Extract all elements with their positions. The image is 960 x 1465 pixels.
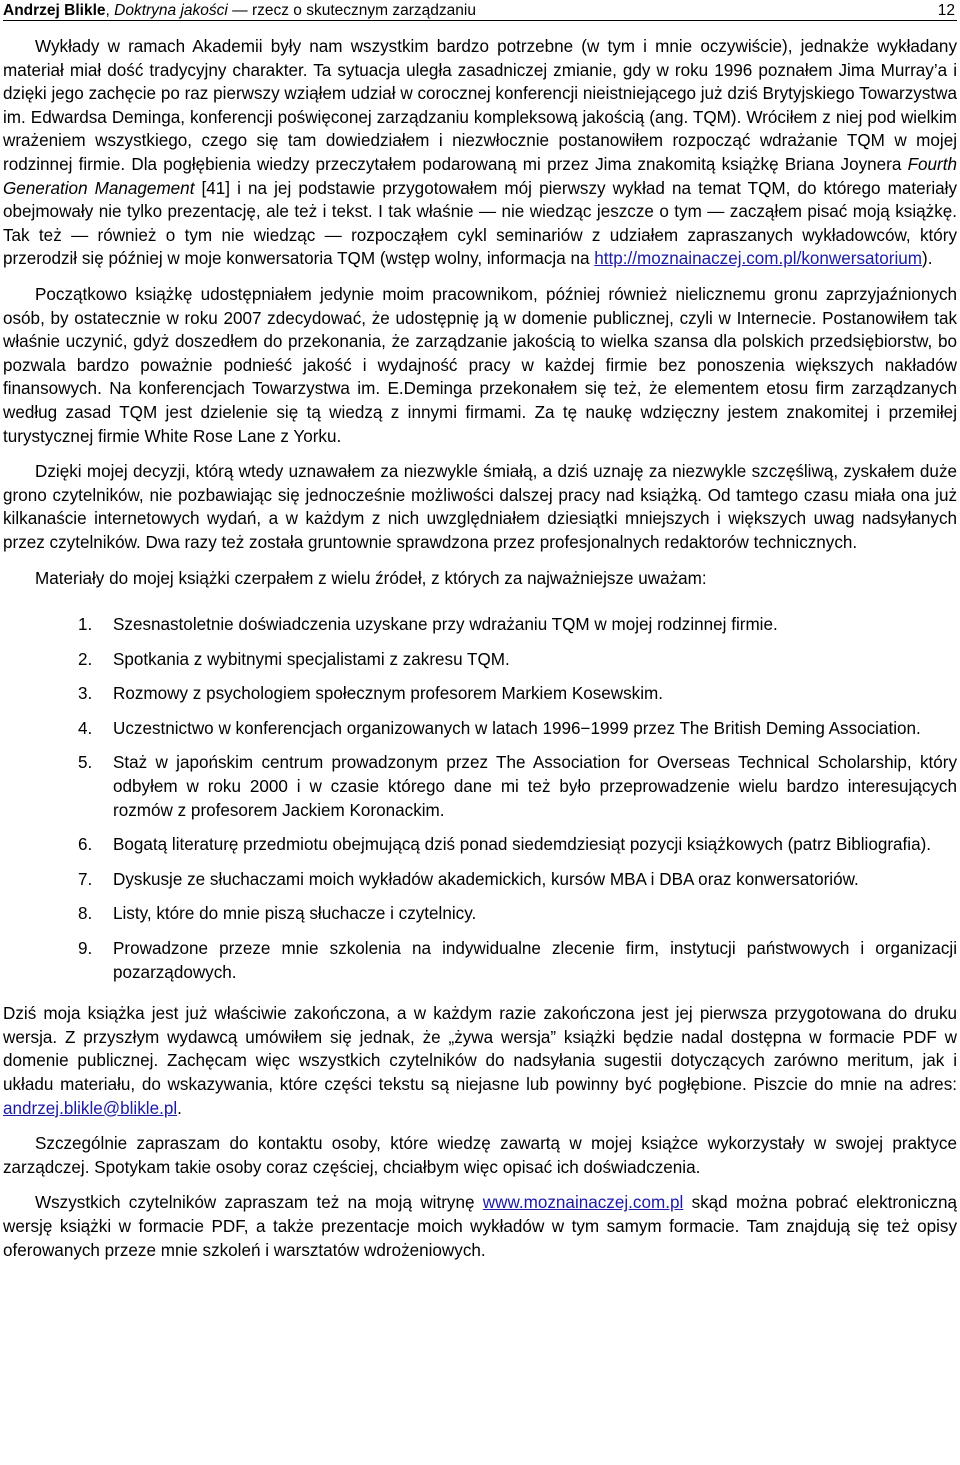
list-number: 3.: [78, 684, 93, 704]
list-item: [3, 717, 957, 741]
list-text: Staż w japońskim centrum prowadzonym przez The Association for Overseas Technical Scholarship, który odbyłem w roku 2000 i w czasie którego dane mi też było przeprowadzenie wielu bardzo interesujących rozmów z profesorem Jackiem Koronackim.: [113, 753, 957, 820]
list-text: Dyskusje ze słuchaczami moich wykładów akademickich, kursów MBA i DBA oraz konwersatoriów.: [113, 869, 859, 889]
paragraph-akademia: [3, 35, 957, 271]
paragraph-text: Wykłady w ramach Akademii były nam wszystkim bardzo potrzebne (w tym i mnie oczywiście), jednakże wykładany materiał miał dość tradycyjny charakter. Ta sytuacja uległa zasadniczej zmianie, gdy w roku 1996 poznałem Jima Murray’a i dzięki jego zachęcie po raz pierwszy wziąłem udział w corocznej konferencji nieistniejącego już dziś Brytyjskiego Towarzystwa im. Edwardsa Deminga, konferencji poświęconej zarządzaniu kompleksową jakością (ang. TQM). Wróciłem z niej pod wielkim wrażeniem wszystkiego, czego się tam dowiedziałem i niezwłocznie postanowiłem rozpocząć wdrażanie TQM w mojej rodzinnej firmie. Dla pogłębienia wiedzy przeczytałem podarowaną mi przez Jima znakomitą książkę Briana Joynera: [3, 37, 957, 174]
website-link[interactable]: www.moznainaczej.com.pl: [482, 1193, 684, 1213]
list-text: Bogatą literaturę przedmiotu obejmującą dziś ponad siedemdziesiąt pozycji książkowych (patrz Bibliografia).: [113, 835, 932, 855]
paragraph-text: Wszystkich czytelników zapraszam też na moją witrynę: [35, 1193, 483, 1213]
book-title: Fourth Generation Management: [3, 154, 957, 198]
list-item: [3, 613, 957, 637]
list-number: 7.: [78, 869, 93, 889]
running-header: [3, 0, 957, 21]
list-number: 4.: [78, 718, 93, 738]
email-link[interactable]: andrzej.blikle@blikle.pl: [3, 1098, 178, 1118]
list-item: [3, 751, 957, 822]
header-title: Andrzej Blikle, Doktryna jakości — rzecz o skutecznym zarządzaniu: [3, 2, 476, 19]
paragraph-text: ).: [922, 249, 933, 269]
page-number: 12: [937, 2, 955, 19]
list-item: [3, 833, 957, 857]
header-book-title: Doktryna jakości: [114, 2, 228, 19]
list-number: 6.: [78, 835, 93, 855]
list-text: Uczestnictwo w konferencjach organizowanych w latach 1996−1999 przez The British Deming Association.: [113, 718, 921, 738]
paragraph-text: [41] i na jej podstawie przygotowałem mój pierwszy wykład na temat TQM, do którego materiały obejmowały nie tylko prezentację, ale też i tekst. I tak właśnie — nie wiedząc jeszcze o tym — zacząłem pisać moją książkę. Tak też — również o tym nie wiedząc — rozpocząłem cykl seminariów z udziałem zapraszanych wykładowców, który przerodził się później w moje konwersatoria TQM (wstęp wolny, informacja na: [3, 178, 957, 269]
list-text: Szesnastoletnie doświadczenia uzyskane przy wdrażaniu TQM w mojej rodzinnej firmie.: [113, 615, 778, 635]
list-number: 2.: [78, 649, 93, 669]
paragraph-text: skąd można pobrać elektroniczną wersję książki w formacie PDF, a także prezentacje moich wykładów w tym samym formacie. Tam znajdują się też opisy oferowanych przeze mnie szkoleń i warsztatów wdrożeniowych.: [3, 1193, 957, 1260]
paragraph-decyzja: Dzięki mojej decyzji, którą wtedy uznawałem za niezwykle śmiałą, a dziś uznaję za niezwykle szczęśliwą, zyskałem duże grono czytelników, nie pozbawiając się jednocześnie możliwości dalszej pracy nad książką. Od tamtego czasu miała ona już kilkanaście internetowych wydań, a w każdym z nich uwzględniałem dziesiątki mniejszych i większych uwag nadsyłanych przez czytelników. Dwa razy też została gruntownie sprawdzona przez profesjonalnych redaktorów technicznych.: [3, 462, 957, 552]
list-item: [3, 902, 957, 926]
list-item: [3, 868, 957, 892]
paragraph-witryna: [3, 1191, 957, 1262]
list-number: 5.: [78, 753, 93, 773]
paragraph-zywa-wersja: [3, 1002, 957, 1120]
list-number: 9.: [78, 939, 93, 958]
list-text: Prowadzone przeze mnie szkolenia na indywidualne zlecenie firm, instytucji państwowych i organizacji pozarządowych.: [113, 939, 957, 982]
header-author: Andrzej Blikle: [3, 2, 106, 19]
list-item: [3, 682, 957, 706]
list-number: 8.: [78, 904, 93, 924]
list-text: Listy, które do mnie piszą słuchacze i czytelnicy.: [113, 904, 477, 924]
header-subtitle: — rzecz o skutecznym zarządzaniu: [227, 2, 476, 19]
list-item: [3, 937, 957, 984]
paragraph-text: .: [177, 1098, 182, 1118]
sources-list: [3, 613, 957, 984]
list-number: 1.: [78, 615, 93, 635]
konwersatorium-link[interactable]: http://moznainaczej.com.pl/konwersatorium: [594, 249, 923, 269]
paragraph-udostepnienie: Początkowo książkę udostępniałem jedynie moim pracownikom, później również nielicznemu gronu zaprzyjaźnionych osób, by ostatecznie w roku 2007 zdecydować, że udostępnię ją w domenie publicznej, czyli w Internecie. Postanowiłem tak właśnie uczynić, gdyż doszedłem do przekonania, że zarządzanie jakością to wielka szansa dla polskich przedsiębiorstw, bo pozwala bardzo poważnie podnieść jakość i wydajność pracy w każdej firmie bez ponoszenia większych nakładów finansowych. Na konferencjach Towarzystwa im. E.Deminga przekonałem się też, że elementem etosu firm zarządzanych według zasad TQM jest dzielenie się tą wiedzą z innymi firmami. Za tę naukę wdzięczny jestem znakomitej i przemiłej turystycznej firmie White Rose Lane z Yorku.: [3, 284, 957, 446]
paragraph-zrodla-intro: Materiały do mojej książki czerpałem z wielu źródeł, z których za najważniejsze uważam:: [35, 569, 707, 589]
list-item: [3, 648, 957, 672]
paragraph-kontakt: Szczególnie zapraszam do kontaktu osoby, które wiedzę zawartą w mojej książce wykorzystały w swojej praktyce zarządczej. Spotykam takie osoby coraz częściej, chciałbym więc opisać ich doświadczenia.: [3, 1134, 957, 1177]
paragraph-text: Dziś moja książka jest już właściwie zakończona, a w każdym razie zakończona jest jej pierwsza przygotowana do druku wersja. Z przyszłym wydawcą umówiłem się jednak, że „żywa wersja” książki będzie nadal dostępna w formacie PDF w domenie publicznej. Zachęcam więc wszystkich czytelników do nadsyłania sugestii dotyczących zarówno meritum, jak i układu materiału, do wskazywania, które części tekstu są niejasne lub powinny być pogłębione. Piszcie do mnie na adres:: [3, 1004, 957, 1094]
list-text: Spotkania z wybitnymi specjalistami z zakresu TQM.: [113, 649, 510, 669]
list-text: Rozmowy z psychologiem społecznym profesorem Markiem Kosewskim.: [113, 684, 664, 704]
